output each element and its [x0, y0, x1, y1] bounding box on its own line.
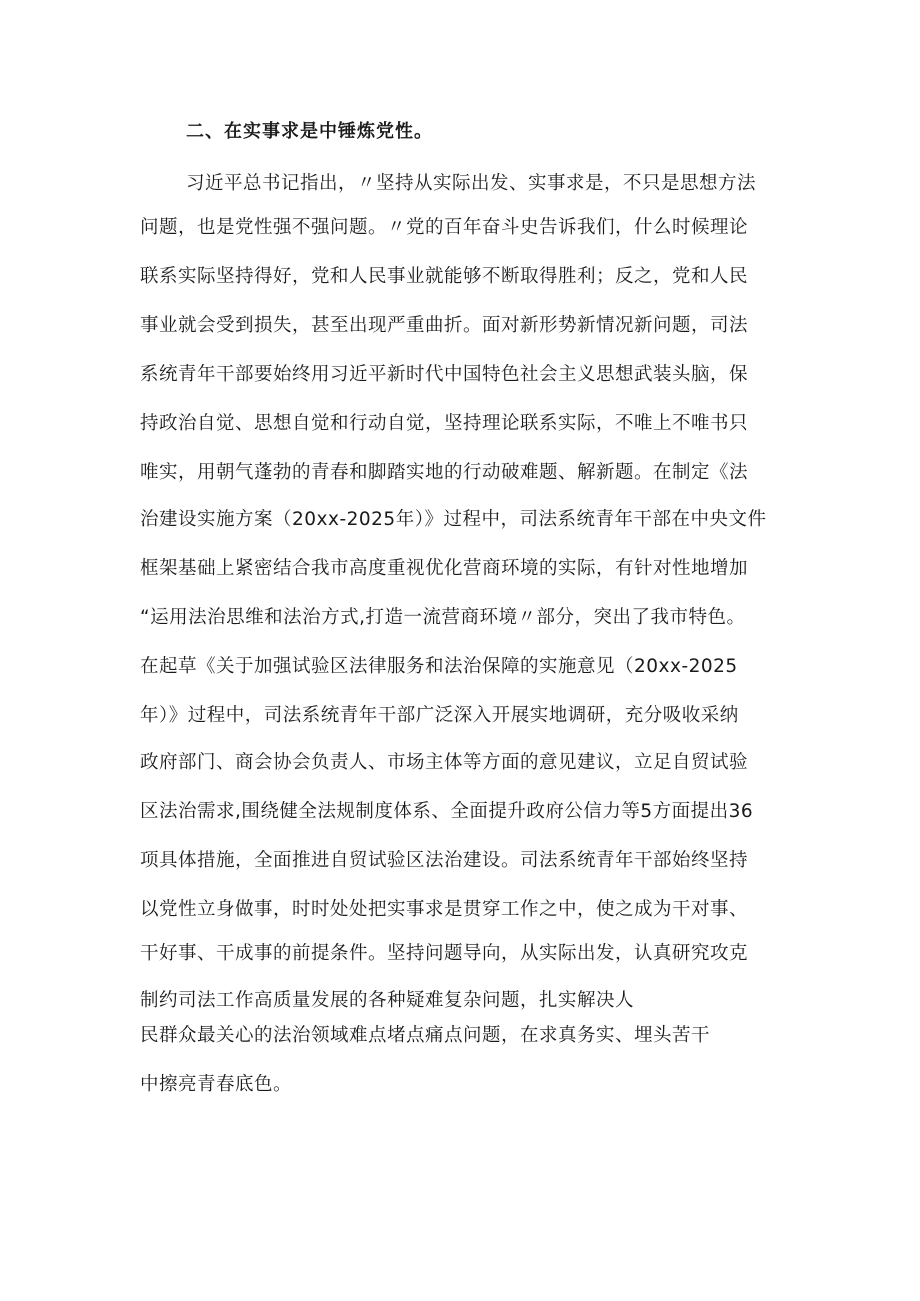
paragraph-line: 民群众最关心的法治领域难点堵点痛点问题，在求真务实、埋头苦干: [140, 1025, 711, 1046]
section-heading: 二、在实事求是中锤炼党性。: [186, 121, 433, 142]
paragraph-line: 唯实，用朝气蓬勃的青春和脚踏实地的行动破难题、解新题。在制定《法: [140, 462, 749, 483]
paragraph-line: 制约司法工作高质量发展的各种疑难复杂问题，扎实解决人: [140, 990, 635, 1011]
paragraph-line: 习近平总书记指出，〃坚持从实际出发、实事求是，不只是思想方法: [186, 173, 757, 194]
paragraph-line: 持政治自觉、思想自觉和行动自觉，坚持理论联系实际，不唯上不唯书只: [140, 413, 749, 434]
paragraph-line: 在起草《关于加强试验区法律服务和法治保障的实施意见（20xx-2025: [140, 656, 738, 677]
paragraph-line: 联系实际坚持得好，党和人民事业就能够不断取得胜利；反之，党和人民: [140, 266, 749, 287]
paragraph-line: 年）》过程中，司法系统青年干部广泛深入开展实地调研，充分吸收采纳: [140, 705, 739, 726]
paragraph-line: 框架基础上紧密结合我市高度重视优化营商环境的实际，有针对性地增加: [140, 558, 749, 579]
paragraph-line: 问题，也是党性强不强问题。〃党的百年奋斗史告诉我们，什么时候理论: [140, 217, 749, 238]
paragraph-line: 事业就会受到损失，甚至出现严重曲折。面对新形势新情况新问题，司法: [140, 315, 749, 336]
paragraph-line: 区法治需求,围绕健全法规制度体系、全面提升政府公信力等5方面提出36: [140, 801, 754, 822]
paragraph-line: 治建设实施方案（20xx-2025年）》过程中，司法系统青年干部在中央文件: [140, 509, 767, 530]
paragraph-line: 系统青年干部要始终用习近平新时代中国特色社会主义思想武装头脑，保: [140, 364, 749, 385]
paragraph-line: 以党性立身做事，时时处处把实事求是贯穿工作之中，使之成为干对事、: [140, 899, 749, 920]
paragraph-line: 中擦亮青春底色。: [140, 1074, 293, 1095]
paragraph-line: 干好事、干成事的前提条件。坚持问题导向，从实际出发，认真研究攻克: [140, 943, 749, 964]
paragraph-line: “运用法治思维和法治方式,打造一流营商环境〃部分，突出了我市特色。: [140, 607, 746, 628]
paragraph-line: 政府部门、商会协会负责人、市场主体等方面的意见建议，立足自贸试验: [140, 752, 749, 773]
paragraph-line: 项具体措施，全面推进自贸试验区法治建设。司法系统青年干部始终坚持: [140, 850, 749, 871]
